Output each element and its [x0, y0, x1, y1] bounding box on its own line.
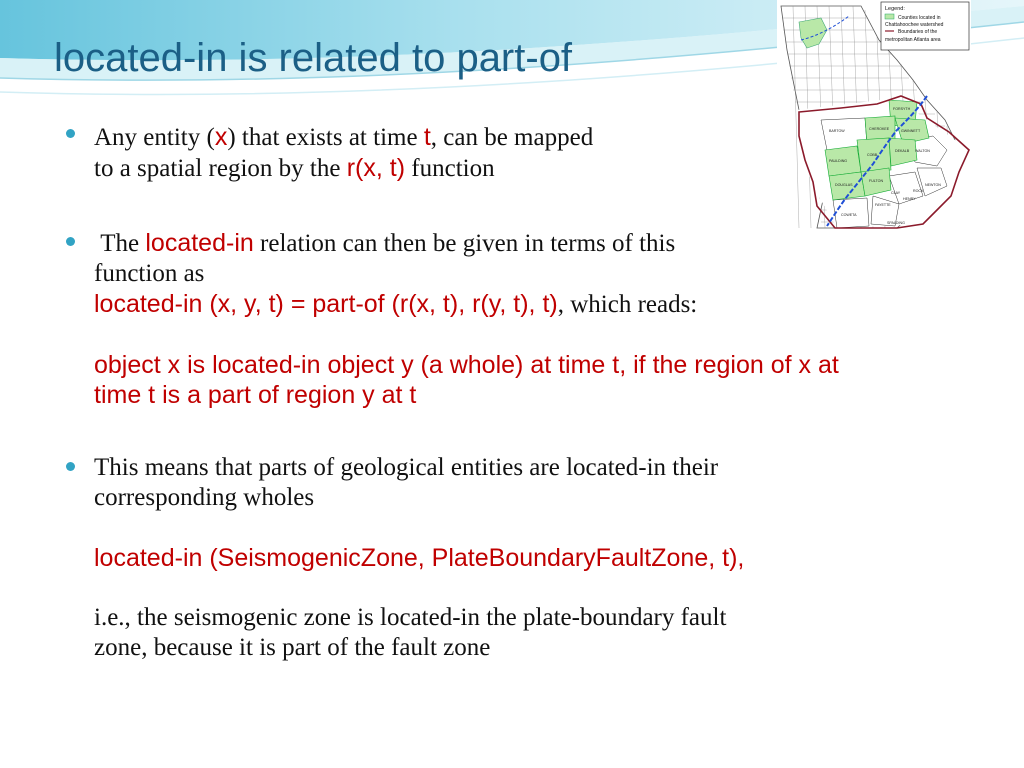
legend-swatch-watershed	[885, 14, 894, 19]
bullet-marker	[66, 462, 75, 471]
county-label: COWETA	[841, 213, 857, 217]
county-label: FORSYTH	[893, 107, 911, 111]
county-label: SPALDING	[887, 221, 905, 225]
reading-line: object x is located-in object y (a whole) at time t, if the region of x at	[94, 351, 839, 379]
bullet-marker	[66, 129, 75, 138]
slide-title: located-in is related to part-of	[54, 36, 573, 80]
county-label: ROCK	[913, 189, 924, 193]
line: corresponding wholes	[94, 484, 315, 511]
georgia-map-image	[777, 0, 971, 230]
example-formula: located-in (SeismogenicZone, PlateBoundaryFaultZone, t),	[94, 544, 745, 572]
county-label: BARTOW	[829, 129, 845, 133]
legend-item: Counties located in	[898, 15, 941, 21]
county-label: NEWTON	[925, 183, 941, 187]
legend-item: metropolitan Atlanta area	[885, 37, 941, 43]
reading-line: time t is a part of region y at t	[94, 381, 417, 409]
bullet-entity-mapping	[94, 122, 593, 184]
line: This means that parts of geological entities are located-in their	[94, 454, 719, 481]
county-label: FAYETTE	[875, 203, 891, 207]
legend-item: Chattahoochee watershed	[885, 22, 944, 28]
legend-title: Legend:	[885, 6, 905, 12]
county-label: DEKALB	[895, 149, 910, 153]
county-label: PAULDING	[829, 159, 848, 163]
line: The located-in relation can then be given in terms of this	[100, 229, 676, 257]
line: Any entity (x) that exists at time t, can be mapped	[94, 123, 594, 151]
bullet-located-in-relation	[94, 228, 839, 410]
line: function as	[94, 260, 205, 287]
bullet-marker	[66, 237, 75, 246]
county-label: DOUGLAS	[835, 183, 853, 187]
line: i.e., the seismogenic zone is located-in the plate-boundary fault	[94, 604, 727, 631]
county-label: CLAY	[891, 191, 901, 195]
line: zone, because it is part of the fault zone	[94, 634, 491, 661]
bullet-geological-entities	[94, 453, 744, 663]
county-label: HENRY	[903, 197, 916, 201]
county-label: WALTON	[915, 149, 930, 153]
legend-item: Boundaries of the	[898, 29, 938, 35]
formula-line: located-in (x, y, t) = part-of (r(x, t), r(y, t), t), which reads:	[94, 290, 698, 318]
county-label: COBB	[867, 153, 878, 157]
county-label: CHEROKEE	[869, 127, 890, 131]
line: to a spatial region by the r(x, t) function	[94, 154, 495, 182]
county-label: FULTON	[869, 179, 884, 183]
county-label: GWINNETT	[901, 129, 921, 133]
